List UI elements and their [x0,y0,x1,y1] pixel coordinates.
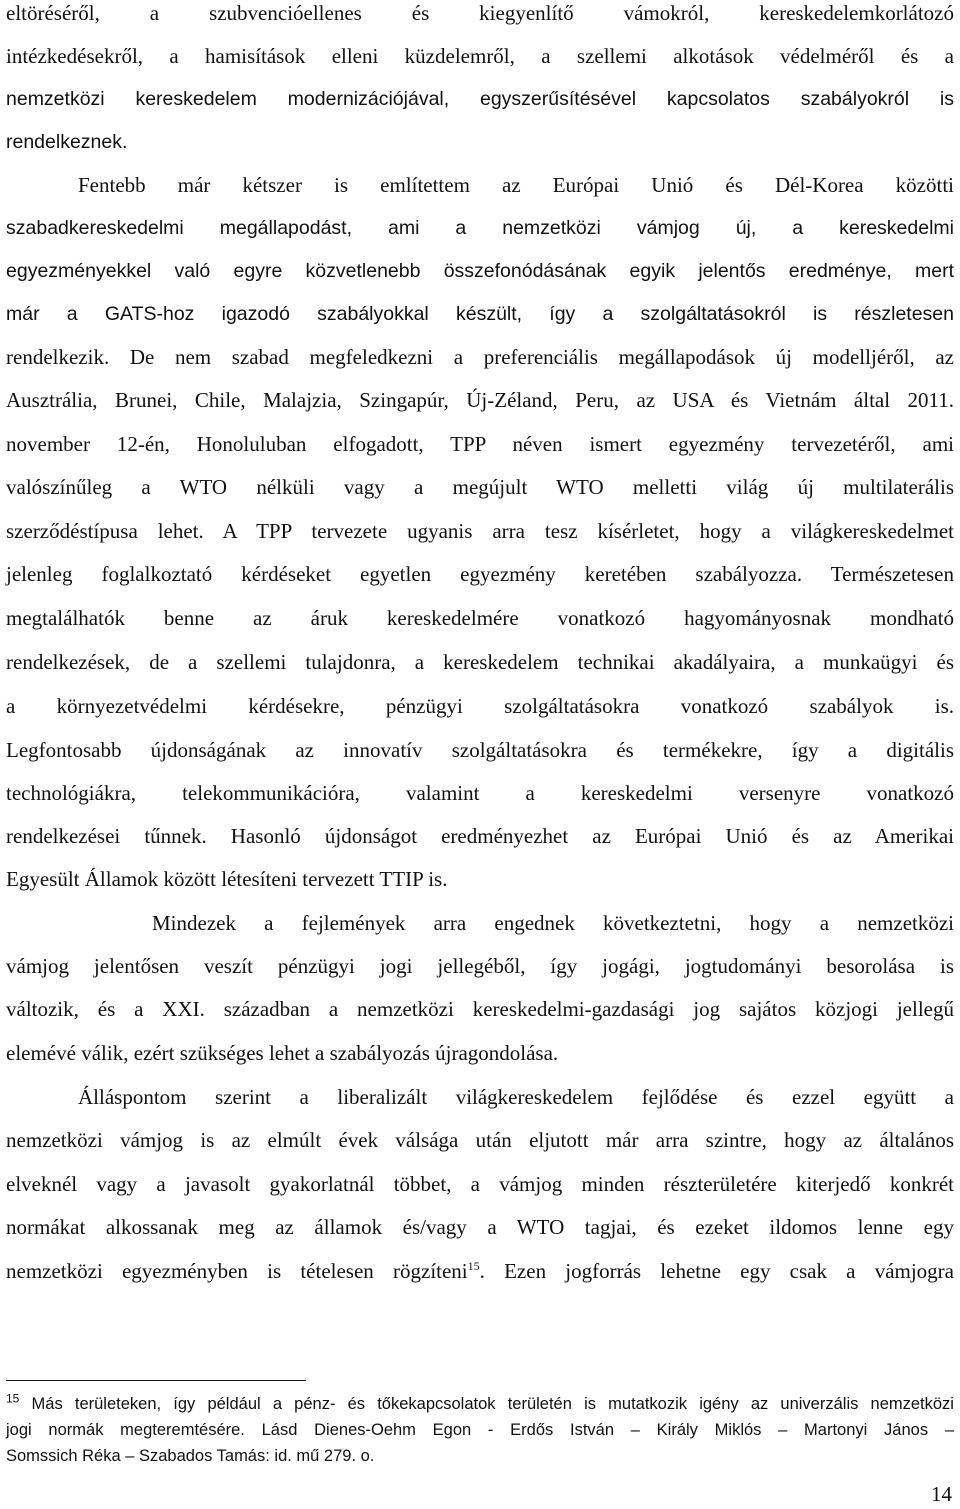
footnote-line: jogi normák megteremtésére. Lásd Dienes-Oehm Egon - Erdős István – Király Miklós – Martonyi János – [6,1421,954,1439]
text-line: vámjog jelentősen veszít pénzügyi jogi jellegéből, így jogági, jogtudományi besorolása is [6,954,954,978]
text-line: rendelkezik. De nem szabad megfeledkezni a preferenciális megállapodások új modelljéről, az [6,345,954,369]
footnote-number: 15 [6,1391,20,1406]
footnote-reference[interactable]: 15 [467,1259,480,1273]
text-line: jelenleg foglalkoztató kérdéseket egyetlen egyezmény keretében szabályozza. Természetesen [6,562,954,586]
text-line: Ausztrália, Brunei, Chile, Malajzia, Szingapúr, Új-Zéland, Peru, az USA és Vietnám által 2011. [6,388,954,412]
footnote-line: Somssich Réka – Szabados Tamás: id. mű 279. o. [6,1447,375,1465]
text-line: Mindezek a fejlemények arra engednek következtetni, hogy a nemzetközi [152,911,954,935]
text-line: rendelkezések, de a szellemi tulajdonra, a kereskedelem technikai akadályaira, a munkaügyi és [6,650,954,674]
text-line: normákat alkossanak meg az államok és/vagy a WTO tagjai, és ezeket ildomos lenne egy [6,1215,954,1239]
text-line: rendelkezései tűnnek. Hasonló újdonságot eredményezhet az Európai Unió és az Amerikai [6,824,954,848]
text-line: változik, és a XXI. században a nemzetközi kereskedelmi-gazdasági jog sajátos közjogi jellegű [6,997,954,1021]
text-line: megtalálhatók benne az áruk kereskedelmére vonatkozó hagyományosnak mondható [6,606,954,630]
text-line: valószínűleg a WTO nélküli vagy a megújult WTO melletti világ új multilaterális [6,475,954,499]
text-line: nemzetközi vámjog is az elmúlt évek válsága után eljutott már arra szintre, hogy az általános [6,1128,954,1152]
text-line: a környezetvédelmi kérdésekre, pénzügyi szolgáltatásokra vonatkozó szabályok is. [6,694,954,718]
text-line: eltöréséről, a szubvencióellenes és kiegyenlítő vámokról, kereskedelemkorlátozó [6,1,954,25]
text-line: Fentebb már kétszer is említettem az Európai Unió és Dél-Korea közötti [78,173,954,197]
text-line: rendelkeznek. [6,131,128,153]
text-line: intézkedésekről, a hamisítások elleni küzdelemről, a szellemi alkotások védelméről és a [6,44,954,68]
text-line: technológiákra, telekommunikációra, valamint a kereskedelmi versenyre vonatkozó [6,781,954,805]
page-number: 14 [931,1482,952,1506]
text-fragment: . Ezen jogforrás lehetne egy csak a vámjogra [479,1259,954,1283]
text-line: Egyesült Államok között létesíteni tervezett TTIP is. [6,867,448,891]
text-fragment: nemzetközi egyezményben is tételesen rögzíteni [6,1259,468,1283]
text-line-with-footnote-ref [6,1258,954,1284]
text-line: elveknél vagy a javasolt gyakorlatnál többet, a vámjog minden részterületére kiterjedő konkrét [6,1172,954,1196]
text-line: november 12-én, Honoluluban elfogadott, TPP néven ismert egyezmény tervezetéről, ami [6,432,954,456]
text-line: szabadkereskedelmi megállapodást, ami a nemzetközi vámjog új, a kereskedelmi [6,217,954,239]
text-line: szerződéstípusa lehet. A TPP tervezete ugyanis arra tesz kísérletet, hogy a világkereskedelmet [6,519,954,543]
text-line: nemzetközi kereskedelem modernizációjával, egyszerűsítésével kapcsolatos szabályokról is [6,88,954,110]
footnote-separator [6,1380,306,1381]
footnote-text: Más területeken, így például a pénz- és tőkekapcsolatok területén is mutatkozik igény az univerzális nemzetközi [31,1395,954,1413]
text-line: egyezményekkel való egyre közvetlenebb összefonódásának egyik jelentős eredménye, mert [6,260,954,282]
text-line: már a GATS-hoz igazodó szabályokkal készült, így a szolgáltatásokról is részletesen [6,303,954,325]
text-line: Legfontosabb újdonságának az innovatív szolgáltatásokra és termékekre, így a digitális [6,738,954,762]
text-line: elemévé válik, ezért szükséges lehet a szabályozás újragondolása. [6,1041,559,1065]
text-line: Álláspontom szerint a liberalizált világkereskedelem fejlődése és ezzel együtt a [78,1085,954,1109]
footnote-line [6,1391,954,1414]
